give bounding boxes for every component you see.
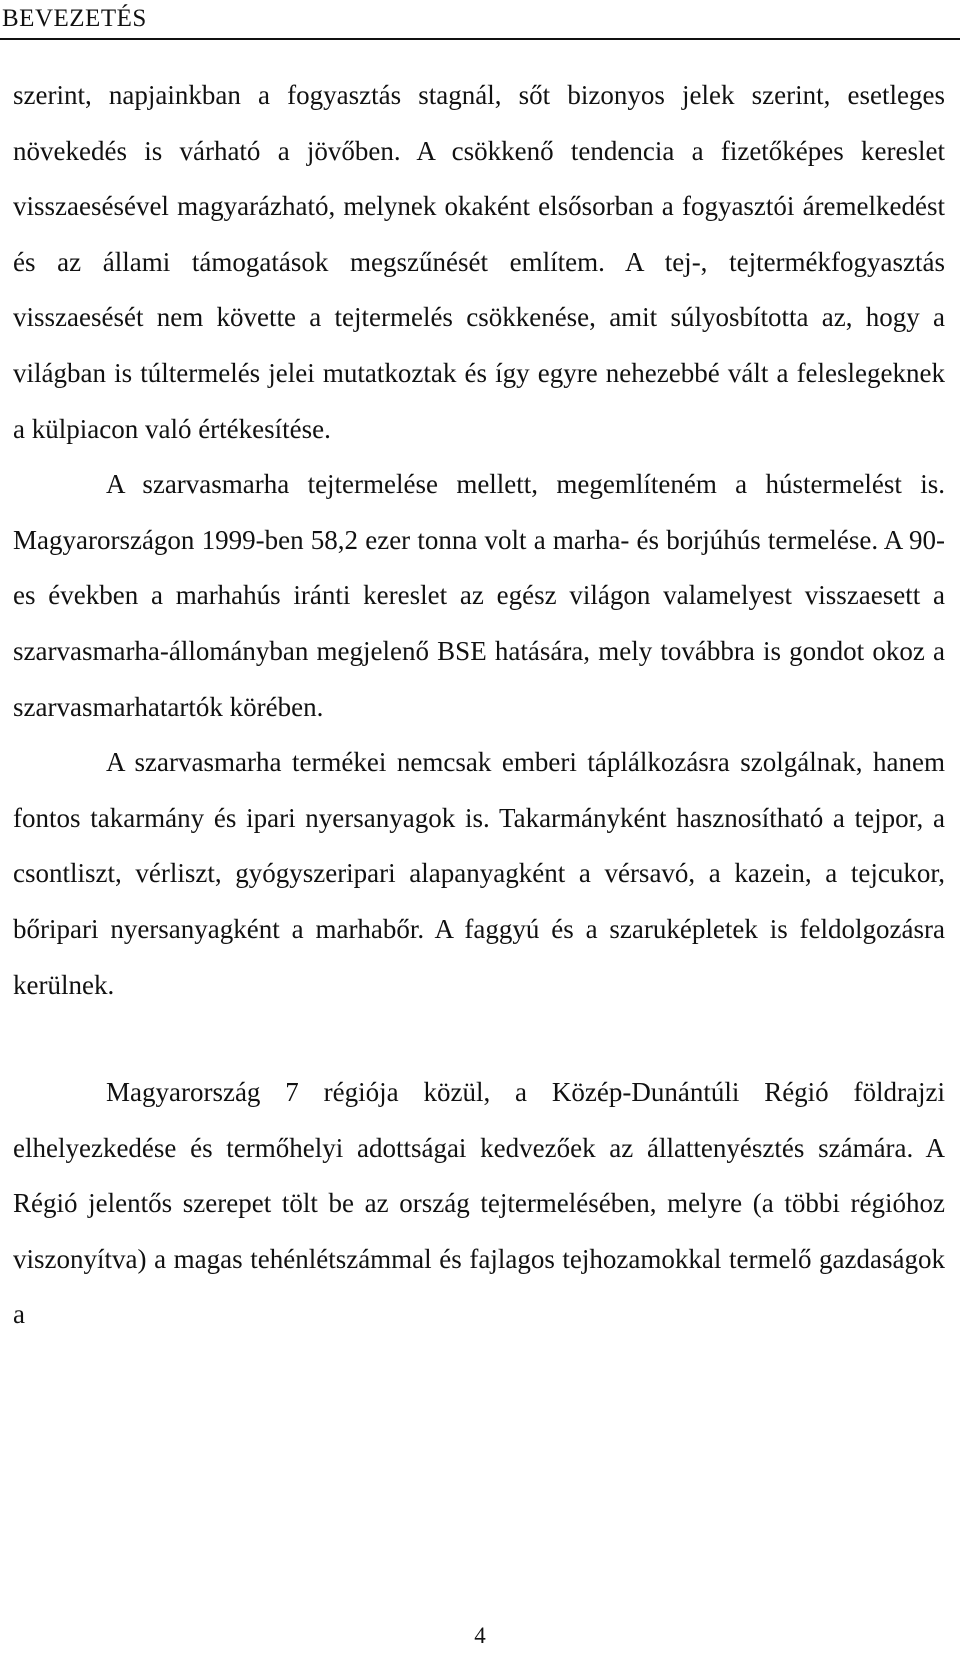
page-number: 4 bbox=[474, 1623, 486, 1648]
paragraph-meat-production: A szarvasmarha tejtermelése mellett, megemlíteném a hústermelést is. Magyarországon 1999-ben 58,2 ezer tonna volt a marha- és borjúhús termelése. A 90-es években a marhahús iránti kereslet az egész világon valamelyest visszaesett a szarvasmarha-állományban megjelenő BSE hatására, mely továbbra is gondot okoz a szarvasmarhatartók körében. bbox=[13, 469, 945, 722]
header-rule bbox=[0, 38, 960, 40]
paragraph-cattle-products: A szarvasmarha termékei nemcsak emberi táplálkozásra szolgálnak, hanem fontos takarmány és ipari nyersanyagok is. Takarmányként hasznosítható a tejpor, a csontliszt, vérliszt, gyógyszeripari alapanyagként a vérsavó, a kazein, a tejcukor, bőripari nyersanyagként a marhabőr. A faggyú és a szaruképletek is feldolgozásra kerülnek. bbox=[13, 747, 945, 1000]
paragraph-gap bbox=[13, 1013, 945, 1065]
body-text bbox=[13, 68, 945, 1343]
paragraph-continued: szerint, napjainkban a fogyasztás stagnál, sőt bizonyos jelek szerint, esetleges növekedés is várható a jövőben. A csökkenő tendencia a fizetőképes kereslet visszaesésével magyarázható, melynek okaként elsősorban a fogyasztói áremelkedést és az állami támogatások megszűnését említem. A tej-, tejtermékfogyasztás visszaesését nem követte a tejtermelés csökkenése, amit súlyosbította az, hogy a világban is túltermelés jelei mutatkoztak és így egyre nehezebbé vált a feleslegeknek a külpiacon való értékesítése. bbox=[13, 80, 945, 444]
running-header: BEVEZETÉS bbox=[2, 5, 147, 32]
paragraph-central-transdanubia: Magyarország 7 régiója közül, a Közép-Dunántúli Régió földrajzi elhelyezkedése és termőhelyi adottságai kedvezőek az állattenyésztés számára. A Régió jelentős szerepet tölt be az ország tejtermelésében, melyre (a többi régióhoz viszonyítva) a magas tehénlétszámmal és fajlagos tejhozamokkal termelő gazdaságok a bbox=[13, 1077, 945, 1330]
